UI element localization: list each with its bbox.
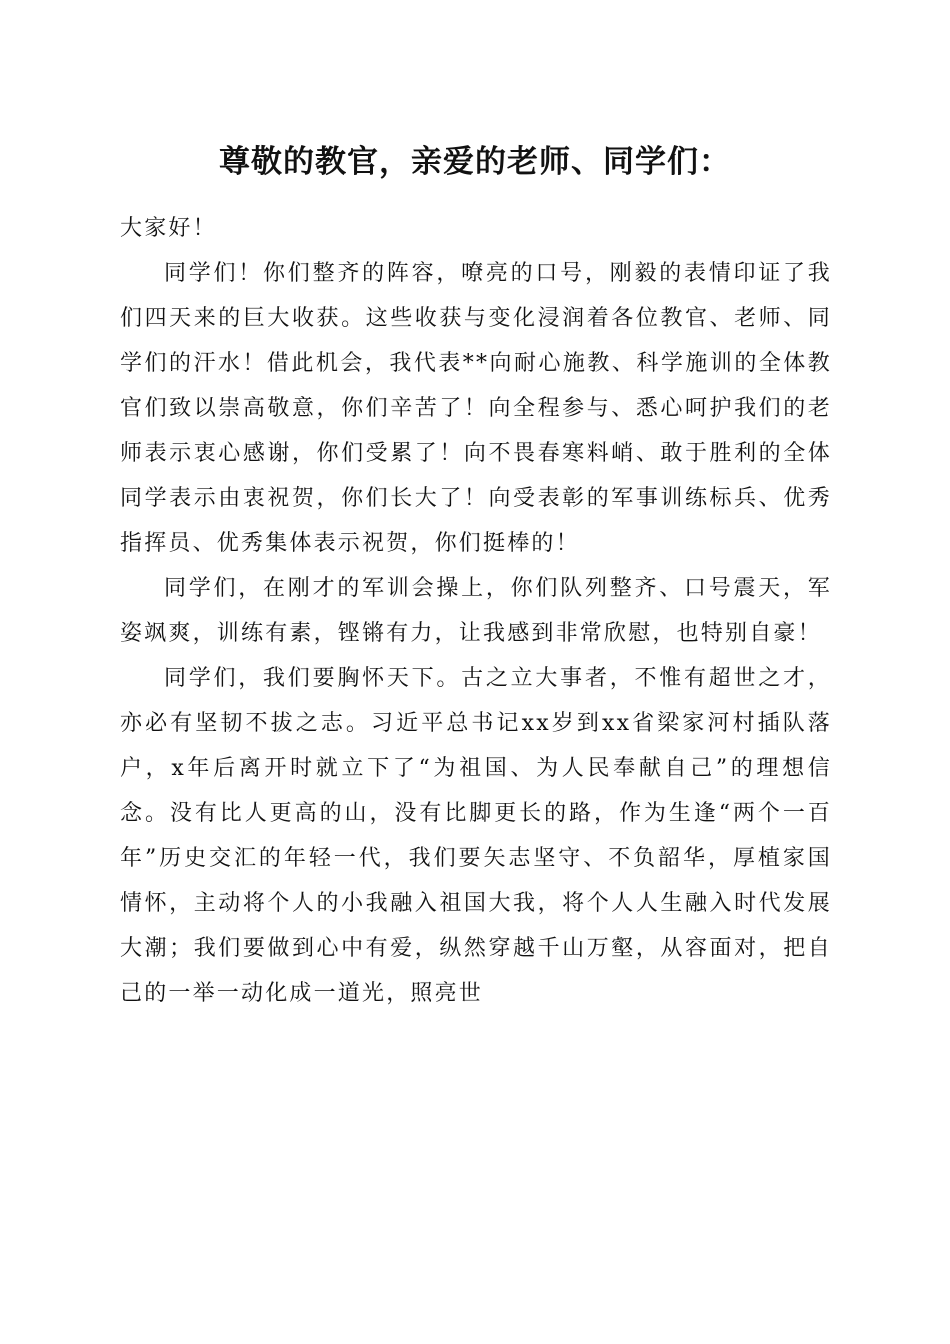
greeting-paragraph: 大家好！: [120, 216, 217, 241]
body-paragraph-2: 同学们，在刚才的军训会操上，你们队列整齐、口号震天，军姿飒爽，训练有素，铿锵有力，让我感到非常欣慰，也特别自豪！: [120, 576, 832, 646]
body-paragraph-3: 同学们，我们要胸怀天下。古之立大事者，不惟有超世之才，亦必有坚韧不拔之志。习近平总书记xx岁到xx省梁家河村插队落户，x年后离开时就立下了“为祖国、为人民奉献自己”的理想信念。没有比人更高的山，没有比脚更长的路，作为生逢“两个一百年”历史交汇的年轻一代，我们要矢志坚守、不负韶华，厚植家国情怀，主动将个人的小我融入祖国大我，将个人人生融入时代发展大潮；我们要做到心中有爱，纵然穿越千山万壑，从容面对，把自己的一举一动化成一道光，照亮世: [120, 666, 832, 1006]
body-paragraph-1: 同学们！你们整齐的阵容，嘹亮的口号，刚毅的表情印证了我们四天来的巨大收获。这些收获与变化浸润着各位教官、老师、同学们的汗水！借此机会，我代表**向耐心施教、科学施训的全体教官们致以崇高敬意，你们辛苦了！向全程参与、悉心呵护我们的老师表示衷心感谢，你们受累了！向不畏春寒料峭、敢于胜利的全体同学表示由衷祝贺，你们长大了！向受表彰的军事训练标兵、优秀指挥员、优秀集体表示祝贺，你们挺棒的！: [120, 261, 832, 556]
document-title: 尊敬的教官，亲爱的老师、同学们：: [219, 144, 731, 180]
document-body: [120, 206, 832, 1016]
